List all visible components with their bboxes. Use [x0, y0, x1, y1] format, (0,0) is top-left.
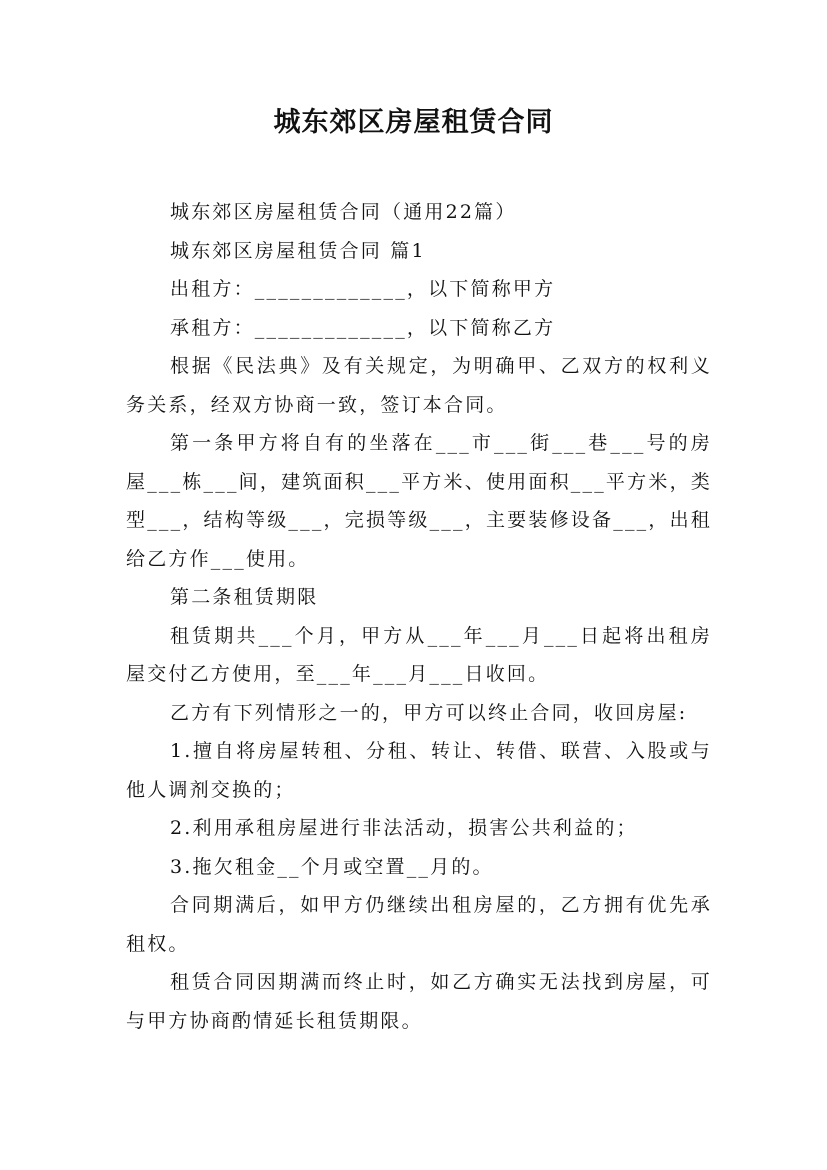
paragraph-preamble: 根据《民法典》及有关规定，为明确甲、乙双方的权利义务关系，经双方协商一致，签订本合同。 — [126, 355, 712, 416]
paragraph-termination-item-3: 3.拖欠租金__个月或空置__月的。 — [170, 855, 494, 878]
paragraph-subtitle: 城东郊区房屋租赁合同（通用22篇） — [170, 201, 517, 223]
paragraph-lessee: 承租方：_____________，以下简称乙方 — [170, 316, 556, 339]
paragraph-lease-term: 租赁期共___个月，甲方从___年___月___日起将出租房屋交付乙方使用，至___年___月___日收回。 — [126, 624, 712, 685]
paragraph-termination-intro: 乙方有下列情形之一的，甲方可以终止合同，收回房屋: — [170, 701, 688, 724]
document-title: 城东郊区房屋租赁合同 — [273, 107, 554, 138]
paragraph-extension: 租赁合同因期满而终止时，如乙方确实无法找到房屋，可与甲方协商酌情延长租赁期限。 — [126, 971, 712, 1032]
paragraph-article-2-heading: 第二条租赁期限 — [170, 586, 319, 608]
paragraph-lessor: 出租方：_____________，以下简称甲方 — [170, 278, 556, 300]
paragraph-termination-item-1: 1.擅自将房屋转租、分租、转让、转借、联营、入股或与他人调剂交换的； — [126, 740, 712, 801]
paragraph-section-heading: 城东郊区房屋租赁合同 篇1 — [170, 239, 426, 262]
paragraph-article-1: 第一条甲方将自有的坐落在___市___街___巷___号的房屋___栋___间，建筑面积___平方米、使用面积___平方米，类型___，结构等级___，完损等级___，主要装修设备___，出租给乙方作___使用。 — [126, 432, 712, 570]
paragraph-termination-item-2: 2.利用承租房屋进行非法活动，损害公共利益的； — [170, 817, 638, 839]
document-body — [126, 193, 712, 1040]
paragraph-priority-right: 合同期满后，如甲方仍继续出租房屋的，乙方拥有优先承租权。 — [126, 894, 712, 955]
